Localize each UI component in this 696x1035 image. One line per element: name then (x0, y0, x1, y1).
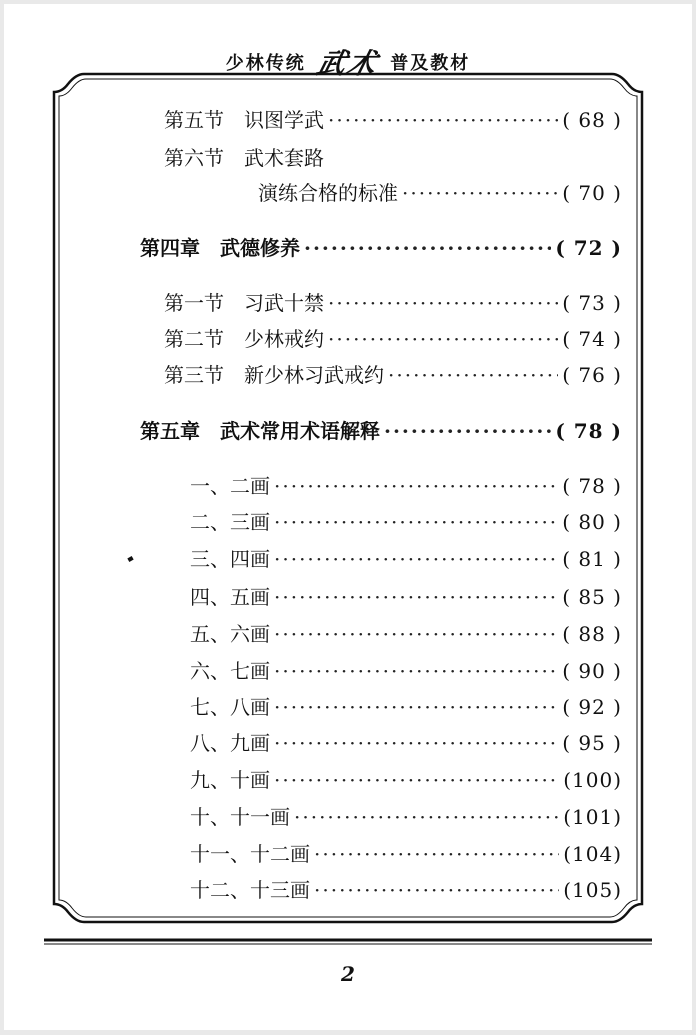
toc-entry[interactable] (190, 582, 622, 612)
toc-entry-page: ( 88 ) (562, 622, 622, 646)
toc-entry-title: 第一节 习武十禁 (164, 291, 324, 315)
toc-entry-page: ( 78 ) (562, 474, 622, 498)
toc-entry[interactable] (190, 728, 622, 758)
toc-entry-title: 第二节 少林戒约 (164, 327, 324, 351)
toc-entry-title: 演练合格的标准 (258, 181, 398, 205)
dot-leader (328, 105, 558, 135)
toc-entry-page: (104) (563, 842, 622, 866)
toc-entry-title: 三、四画 (190, 547, 270, 571)
header-title-left: 少林传统 (225, 53, 306, 74)
toc-entry-title: 第五章 武术常用术语解释 (140, 419, 380, 443)
toc-entry-title: 十、十一画 (190, 805, 290, 829)
header-title-calligraphy: 武术 (313, 47, 382, 80)
toc-entry-page: ( 76 ) (562, 363, 622, 387)
toc-entry-page: (105) (563, 878, 622, 902)
toc-entry-title: 第三节 新少林习武戒约 (164, 363, 384, 387)
toc-entry[interactable] (190, 765, 622, 795)
toc-entry-title: 一、二画 (190, 474, 270, 498)
dot-leader (328, 324, 558, 354)
toc-entry-page: ( 81 ) (562, 547, 622, 571)
document-page (4, 4, 692, 1030)
dot-leader (274, 507, 558, 537)
dot-leader (314, 839, 559, 869)
toc-entry-title: 第五节 识图学武 (164, 108, 324, 132)
toc-entry-title: 第四章 武德修养 (140, 236, 300, 260)
header-title-right: 普及教材 (390, 53, 471, 74)
toc-entry-title: 七、八画 (190, 695, 270, 719)
toc-entry-page: ( 90 ) (562, 659, 622, 683)
toc-entry-page: ( 92 ) (562, 695, 622, 719)
dot-leader (384, 416, 551, 446)
toc-entry-title: 二、三画 (190, 510, 270, 534)
toc-entry[interactable] (164, 288, 622, 318)
dot-leader (274, 471, 558, 501)
toc-entry-page: ( 70 ) (562, 181, 622, 205)
toc-entry[interactable] (164, 105, 622, 135)
dot-leader (274, 765, 559, 795)
dot-leader (294, 802, 559, 832)
toc-entry-title: 五、六画 (190, 622, 270, 646)
toc-entry-page: (101) (563, 805, 622, 829)
toc-entry[interactable] (258, 178, 622, 208)
toc-entry-page: (100) (563, 768, 622, 792)
toc-entry-title: 九、十画 (190, 768, 270, 792)
toc-entry-page: ( 78 ) (555, 419, 622, 443)
dot-leader (304, 233, 551, 263)
toc-entry[interactable] (190, 471, 622, 501)
toc-entry[interactable] (164, 360, 622, 390)
toc-entry-title: 第六节 武术套路 (164, 146, 324, 170)
toc-entry-page: ( 73 ) (562, 291, 622, 315)
toc-entry-page: ( 74 ) (562, 327, 622, 351)
toc-entry-title: 六、七画 (190, 659, 270, 683)
toc-entry[interactable] (190, 692, 622, 722)
toc-entry-page: ( 95 ) (562, 731, 622, 755)
toc-entry-page: ( 68 ) (562, 108, 622, 132)
toc-entry[interactable] (190, 656, 622, 686)
dot-leader (274, 656, 558, 686)
dot-leader (274, 544, 558, 574)
toc-entry[interactable] (190, 802, 622, 832)
dot-leader (388, 360, 558, 390)
toc-entry[interactable] (190, 544, 622, 574)
toc-entry-title: 四、五画 (190, 585, 270, 609)
dot-leader (274, 619, 558, 649)
dot-leader (274, 692, 558, 722)
toc-entry-page: ( 80 ) (562, 510, 622, 534)
toc-entry-title: 十一、十二画 (190, 842, 310, 866)
toc-entry-page: ( 85 ) (562, 585, 622, 609)
dot-leader (328, 288, 558, 318)
toc-entry[interactable] (190, 507, 622, 537)
dot-leader (274, 582, 558, 612)
toc-entry[interactable] (190, 839, 622, 869)
dot-leader (274, 728, 558, 758)
dot-leader (402, 178, 558, 208)
toc-entry[interactable] (190, 875, 622, 905)
toc-chapter-entry[interactable] (140, 416, 622, 446)
toc-chapter-entry[interactable] (140, 233, 622, 263)
toc-entry-page: ( 72 ) (555, 236, 622, 260)
toc-entry[interactable] (190, 619, 622, 649)
toc-entry[interactable] (164, 324, 622, 354)
table-of-contents (4, 4, 692, 1030)
page-number: 2 (341, 962, 355, 986)
toc-entry-title: 八、九画 (190, 731, 270, 755)
dot-leader (314, 875, 559, 905)
toc-entry-title: 十二、十三画 (190, 878, 310, 902)
